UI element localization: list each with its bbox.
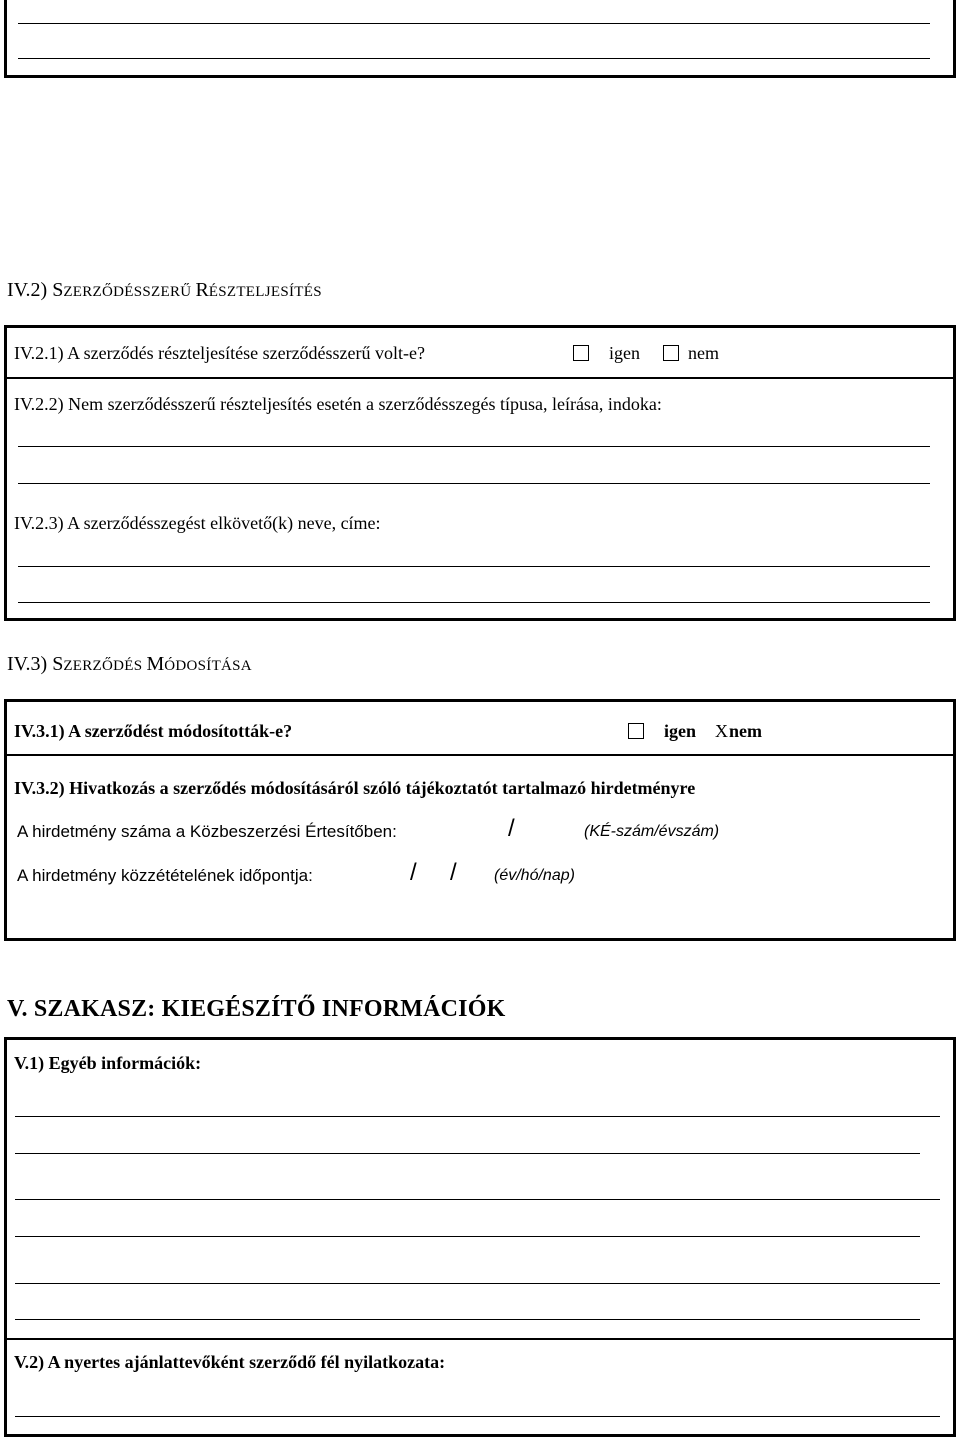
section-iv2-title-part-1: ZERZŐDÉSSZERŰ <box>63 284 196 300</box>
entry-line-v2-1[interactable] <box>15 1416 940 1417</box>
question-v2: V.2) A nyertes ajánlattevőként szerződő fél nyilatkozata: <box>14 1352 446 1372</box>
section-iv2-prefix: IV.2) <box>7 279 53 301</box>
entry-line-iv2-2-a[interactable] <box>18 446 930 447</box>
notice-date-slash-1[interactable]: / <box>410 859 417 886</box>
section-iv3-title-part-2: ÓDOSÍTÁSA <box>164 658 252 674</box>
entry-line-v1-5[interactable] <box>15 1283 940 1284</box>
question-iv3-1: IV.3.1) A szerződést módosították-e? <box>14 721 293 741</box>
label-iv3-1-yes: igen <box>664 721 697 741</box>
section-v-divider <box>4 1338 956 1340</box>
checkbox-iv3-1-yes[interactable] <box>628 723 644 739</box>
section-iv3-heading <box>7 653 252 676</box>
question-iv2-3: IV.2.3) A szerződésszegést elkövető(k) neve, címe: <box>14 513 381 533</box>
top-entry-line-2[interactable] <box>18 58 930 59</box>
entry-line-v1-2[interactable] <box>15 1153 920 1154</box>
entry-line-iv2-3-a[interactable] <box>18 566 930 567</box>
section-iv2-divider <box>4 377 956 379</box>
section-iv2-title-cap-1: S <box>52 279 64 301</box>
section-v-title: V. SZAKASZ: KIEGÉSZÍTŐ INFORMÁCIÓK <box>7 996 506 1022</box>
notice-number-label: A hirdetmény száma a Közbeszerzési Értesítőben: <box>17 822 397 841</box>
notice-number-slash[interactable]: / <box>508 815 515 842</box>
section-iv2-title-part-2: ÉSZTELJESÍTÉS <box>208 284 322 300</box>
label-iv2-1-yes: igen <box>609 343 640 363</box>
checkbox-iv2-1-yes[interactable] <box>573 345 589 361</box>
section-iv3-prefix: IV.3) <box>7 653 53 675</box>
section-iv3-title-part-1: ZERZŐDÉS <box>63 658 147 674</box>
top-continuation-box <box>4 0 956 78</box>
notice-date-label: A hirdetmény közzétételének időpontja: <box>17 866 313 885</box>
top-entry-line-1[interactable] <box>18 23 930 24</box>
checkbox-iv2-1-no[interactable] <box>663 345 679 361</box>
section-iv2-title-cap-2: R <box>195 279 209 301</box>
notice-date-slash-2[interactable]: / <box>450 859 457 886</box>
label-iv3-1-no: nem <box>729 721 762 741</box>
entry-line-v1-1[interactable] <box>15 1116 940 1117</box>
section-iv2-box <box>4 325 956 621</box>
question-iv2-2: IV.2.2) Nem szerződésszerű részteljesítés esetén a szerződésszegés típusa, leírása, indoka: <box>14 394 662 414</box>
entry-line-v1-3[interactable] <box>15 1199 940 1200</box>
checkbox-iv3-1-no-mark[interactable]: X <box>715 721 728 741</box>
section-iv3-divider <box>4 754 956 756</box>
section-iv2-heading <box>7 279 322 302</box>
section-iv3-title-cap-1: S <box>52 653 64 675</box>
question-iv3-2: IV.3.2) Hivatkozás a szerződés módosításáról szóló tájékoztatót tartalmazó hirdetményre <box>14 778 696 798</box>
entry-line-v1-4[interactable] <box>15 1236 920 1237</box>
notice-number-hint: (KÉ-szám/évszám) <box>584 823 720 840</box>
entry-line-iv2-2-b[interactable] <box>18 483 930 484</box>
notice-date-hint: (év/hó/nap) <box>494 867 575 884</box>
section-iv3-title-cap-2: M <box>146 653 165 675</box>
question-iv2-1: IV.2.1) A szerződés részteljesítése szerződésszerű volt-e? <box>14 343 426 363</box>
entry-line-iv2-3-b[interactable] <box>18 602 930 603</box>
section-v-box <box>4 1037 956 1437</box>
label-iv2-1-no: nem <box>688 343 719 363</box>
question-v1: V.1) Egyéb információk: <box>14 1053 202 1073</box>
entry-line-v1-6[interactable] <box>15 1319 920 1320</box>
